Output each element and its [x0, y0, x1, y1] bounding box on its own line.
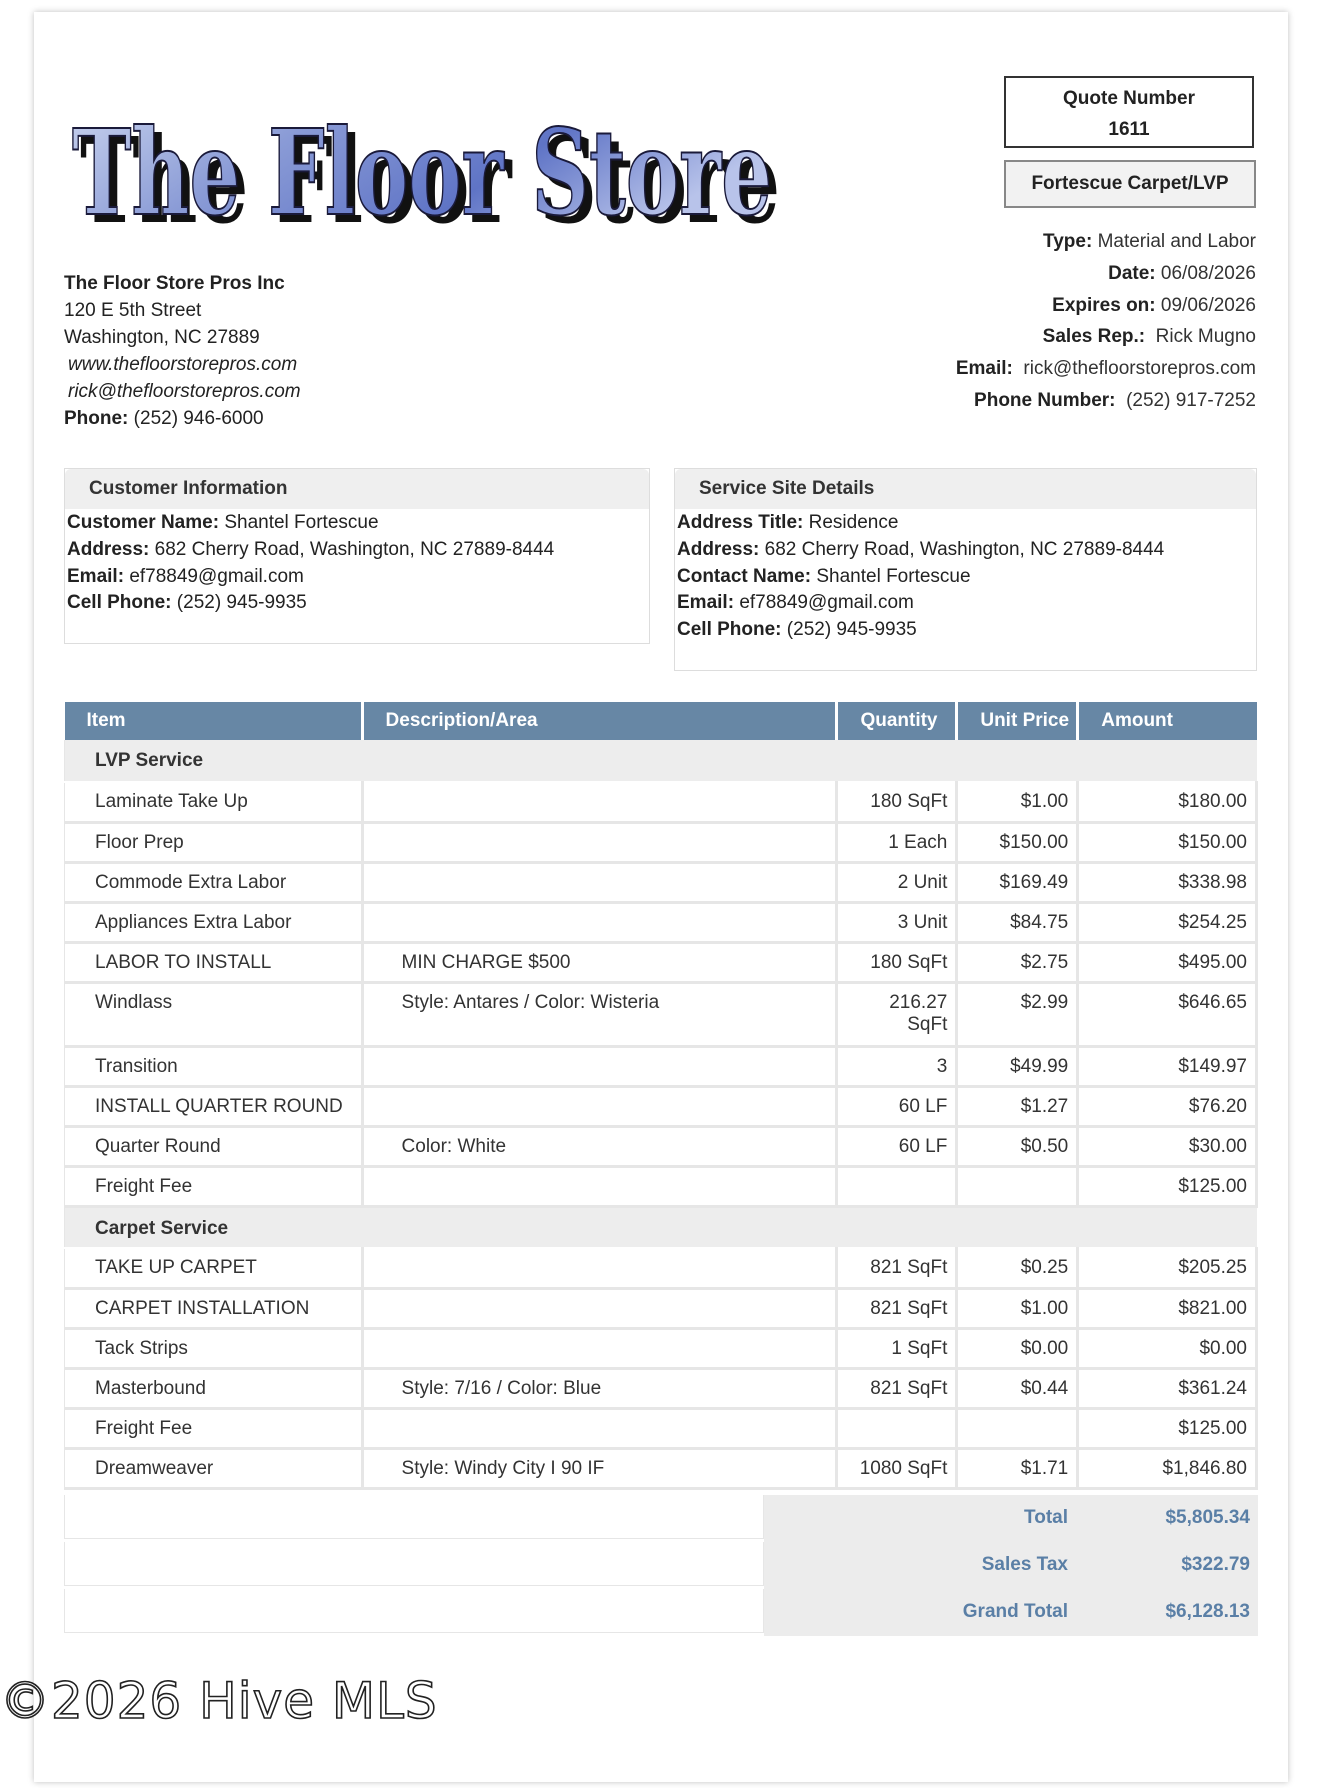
customer-name-line — [67, 510, 649, 537]
description-cell — [362, 1046, 837, 1086]
section-title: Carpet Service — [65, 1206, 1257, 1248]
service-site-panel — [674, 468, 1257, 671]
item-cell: Appliances Extra Labor — [65, 902, 363, 942]
grand-total-value: $6,128.13 — [1165, 1601, 1250, 1622]
item-cell: Quarter Round — [65, 1126, 363, 1166]
item-cell: TAKE UP CARPET — [65, 1248, 363, 1288]
unit-price-cell: $150.00 — [957, 822, 1078, 862]
line-items-table — [64, 702, 1258, 1490]
item-cell: Freight Fee — [65, 1166, 363, 1206]
quote-number-box — [1004, 76, 1254, 148]
field-label: Customer Name: — [67, 512, 220, 533]
amount-cell: $180.00 — [1078, 782, 1257, 822]
field-label: Email: — [677, 592, 735, 614]
amount-cell: $30.00 — [1078, 1126, 1257, 1166]
amount-cell: $338.98 — [1078, 862, 1257, 902]
svg-text:The Floor Store: The Floor Store — [80, 111, 780, 250]
meta-email — [956, 353, 1256, 385]
customer-info-panel — [64, 468, 650, 644]
table-header-row — [65, 702, 1257, 740]
totals-section — [64, 1495, 1258, 1636]
unit-price-cell: $2.75 — [957, 942, 1078, 982]
company-email: rick@thefloorstorepros.com — [68, 381, 301, 402]
section-row — [65, 1206, 1257, 1248]
amount-cell: $495.00 — [1078, 942, 1257, 982]
description-cell — [362, 902, 837, 942]
description-cell — [362, 1166, 837, 1206]
field-value: (252) 945-9935 — [786, 619, 917, 641]
table-row — [65, 1166, 1257, 1206]
sales-tax-value: $322.79 — [1181, 1554, 1250, 1575]
the-floor-store-logo — [62, 64, 802, 264]
field-value: Shantel Fortescue — [816, 565, 971, 587]
table-row — [65, 982, 1257, 1046]
table-row — [65, 902, 1257, 942]
meta-label: Phone Number: — [974, 389, 1116, 411]
meta-value: Material and Labor — [1097, 231, 1256, 252]
amount-cell: $1,846.80 — [1078, 1448, 1257, 1488]
item-cell: Masterbound — [65, 1368, 363, 1408]
description-cell — [362, 1248, 837, 1288]
table-row — [65, 862, 1257, 902]
description-cell — [362, 1288, 837, 1328]
column-header: Quantity — [837, 702, 957, 740]
customer-email-line — [67, 564, 649, 591]
table-row — [65, 1368, 1257, 1408]
unit-price-cell — [957, 1166, 1078, 1206]
amount-cell: $150.00 — [1078, 822, 1257, 862]
unit-price-cell: $1.00 — [957, 782, 1078, 822]
table-row — [65, 1046, 1257, 1086]
description-cell: Style: Windy City I 90 IF — [362, 1448, 837, 1488]
description-cell — [362, 862, 837, 902]
amount-cell: $361.24 — [1078, 1368, 1257, 1408]
meta-value: (252) 917-7252 — [1126, 389, 1256, 411]
svg-text:The Floor Store: The Floor Store — [72, 103, 772, 242]
field-value: ef78849@gmail.com — [739, 592, 914, 614]
site-address-line — [677, 537, 1256, 564]
field-label: Cell Phone: — [67, 592, 172, 614]
column-header: Unit Price — [957, 702, 1078, 740]
description-cell: Style: 7/16 / Color: Blue — [362, 1368, 837, 1408]
amount-cell: $125.00 — [1078, 1408, 1257, 1448]
quantity-cell — [837, 1166, 957, 1206]
quantity-cell: 1 Each — [837, 822, 957, 862]
item-cell: Windlass — [65, 982, 363, 1046]
table-row — [65, 1248, 1257, 1288]
field-value: Residence — [808, 512, 899, 533]
item-cell: Tack Strips — [65, 1328, 363, 1368]
quantity-cell: 60 LF — [837, 1126, 957, 1166]
quote-meta — [956, 226, 1256, 417]
description-cell — [362, 1086, 837, 1126]
table-row — [65, 1288, 1257, 1328]
description-cell — [362, 822, 837, 862]
site-phone-line — [677, 617, 1256, 644]
field-value: ef78849@gmail.com — [129, 565, 304, 587]
meta-value: rick@thefloorstorepros.com — [1023, 358, 1256, 380]
meta-label: Type: — [1043, 231, 1093, 252]
amount-cell: $821.00 — [1078, 1288, 1257, 1328]
quantity-cell: 2 Unit — [837, 862, 957, 902]
item-cell: LABOR TO INSTALL — [65, 942, 363, 982]
field-label: Email: — [67, 565, 125, 587]
description-cell: MIN CHARGE $500 — [362, 942, 837, 982]
item-cell: CARPET INSTALLATION — [65, 1288, 363, 1328]
unit-price-cell: $0.44 — [957, 1368, 1078, 1408]
company-city: Washington, NC 27889 — [64, 327, 260, 348]
meta-type — [956, 226, 1256, 258]
description-cell — [362, 1408, 837, 1448]
quantity-cell: 821 SqFt — [837, 1288, 957, 1328]
description-cell: Style: Antares / Color: Wisteria — [362, 982, 837, 1046]
meta-value: 06/08/2026 — [1160, 262, 1256, 284]
unit-price-cell: $84.75 — [957, 902, 1078, 942]
meta-phone — [956, 385, 1256, 417]
company-info — [64, 270, 301, 432]
field-label: Cell Phone: — [677, 619, 782, 641]
company-street: 120 E 5th Street — [64, 300, 202, 321]
sales-tax-row — [64, 1542, 1258, 1589]
amount-cell: $149.97 — [1078, 1046, 1257, 1086]
field-value: Shantel Fortescue — [224, 512, 379, 533]
meta-label: Email: — [955, 358, 1013, 380]
field-label: Address: — [67, 538, 150, 560]
meta-date — [956, 258, 1256, 290]
grand-total-row — [64, 1589, 1258, 1636]
field-label: Contact Name: — [677, 565, 812, 587]
unit-price-cell: $0.25 — [957, 1248, 1078, 1288]
quantity-cell: 821 SqFt — [837, 1368, 957, 1408]
table-row — [65, 942, 1257, 982]
table-row — [65, 1408, 1257, 1448]
amount-cell: $646.65 — [1078, 982, 1257, 1046]
quantity-cell: 60 LF — [837, 1086, 957, 1126]
table-row — [65, 1448, 1257, 1488]
table-row — [65, 822, 1257, 862]
quote-number-label: Quote Number — [1063, 88, 1195, 109]
meta-value: 09/06/2026 — [1160, 294, 1256, 316]
table-row — [65, 782, 1257, 822]
description-cell — [362, 782, 837, 822]
quantity-cell: 180 SqFt — [837, 942, 957, 982]
company-website: www.thefloorstorepros.com — [68, 354, 298, 375]
amount-cell: $76.20 — [1078, 1086, 1257, 1126]
field-label: Address Title: — [677, 512, 804, 533]
company-name: The Floor Store Pros Inc — [64, 273, 285, 294]
quantity-cell: 821 SqFt — [837, 1248, 957, 1288]
mls-watermark: ©2026 Hive MLS — [0, 1672, 438, 1730]
quantity-cell: 1 SqFt — [837, 1328, 957, 1368]
sales-tax-label: Sales Tax — [981, 1554, 1068, 1575]
unit-price-cell — [957, 1408, 1078, 1448]
field-value: 682 Cherry Road, Washington, NC 27889-8444 — [764, 538, 1165, 560]
unit-price-cell: $0.50 — [957, 1126, 1078, 1166]
service-site-header: Service Site Details — [675, 469, 1256, 509]
item-cell: Transition — [65, 1046, 363, 1086]
amount-cell: $125.00 — [1078, 1166, 1257, 1206]
meta-label: Sales Rep.: — [1042, 326, 1146, 348]
unit-price-cell: $49.99 — [957, 1046, 1078, 1086]
amount-cell: $205.25 — [1078, 1248, 1257, 1288]
quote-document — [34, 12, 1288, 1782]
amount-cell: $254.25 — [1078, 902, 1257, 942]
meta-label: Expires on: — [1052, 294, 1156, 316]
item-cell: Floor Prep — [65, 822, 363, 862]
meta-sales-rep — [956, 321, 1256, 353]
item-cell: Dreamweaver — [65, 1448, 363, 1488]
total-value: $5,805.34 — [1165, 1507, 1250, 1528]
customer-phone-line — [67, 590, 649, 617]
quote-number: 1611 — [1108, 119, 1150, 140]
company-phone: (252) 946-6000 — [133, 408, 264, 429]
item-cell: Freight Fee — [65, 1408, 363, 1448]
unit-price-cell: $1.00 — [957, 1288, 1078, 1328]
unit-price-cell: $0.00 — [957, 1328, 1078, 1368]
site-email-line — [677, 590, 1256, 617]
item-cell: Commode Extra Labor — [65, 862, 363, 902]
field-label: Address: — [677, 538, 760, 560]
quantity-cell — [837, 1408, 957, 1448]
total-label: Total — [1024, 1507, 1068, 1528]
description-cell — [362, 1328, 837, 1368]
field-value: 682 Cherry Road, Washington, NC 27889-8444 — [154, 538, 555, 560]
customer-info-header: Customer Information — [65, 469, 649, 509]
unit-price-cell: $1.71 — [957, 1448, 1078, 1488]
item-cell: Laminate Take Up — [65, 782, 363, 822]
meta-expires — [956, 290, 1256, 322]
column-header: Item — [65, 702, 363, 740]
company-phone-label: Phone: — [64, 408, 129, 429]
quantity-cell: 180 SqFt — [837, 782, 957, 822]
total-row — [64, 1495, 1258, 1542]
quantity-cell: 216.27 SqFt — [837, 982, 957, 1046]
table-row — [65, 1328, 1257, 1368]
amount-cell: $0.00 — [1078, 1328, 1257, 1368]
line-items-body — [65, 740, 1257, 1488]
unit-price-cell: $1.27 — [957, 1086, 1078, 1126]
quote-title: Fortescue Carpet/LVP — [1004, 160, 1256, 208]
unit-price-cell: $2.99 — [957, 982, 1078, 1046]
meta-label: Date: — [1108, 262, 1156, 284]
site-contact-line — [677, 564, 1256, 591]
table-row — [65, 1126, 1257, 1166]
site-title-line — [677, 510, 1256, 537]
quantity-cell: 1080 SqFt — [837, 1448, 957, 1488]
meta-value: Rick Mugno — [1155, 326, 1256, 348]
column-header: Description/Area — [362, 702, 837, 740]
column-header: Amount — [1078, 702, 1257, 740]
quantity-cell: 3 Unit — [837, 902, 957, 942]
description-cell: Color: White — [362, 1126, 837, 1166]
quantity-cell: 3 — [837, 1046, 957, 1086]
item-cell: INSTALL QUARTER ROUND — [65, 1086, 363, 1126]
company-phone-line — [64, 405, 301, 432]
section-title: LVP Service — [65, 740, 1257, 782]
grand-total-label: Grand Total — [962, 1601, 1068, 1622]
table-row — [65, 1086, 1257, 1126]
customer-address-line — [67, 537, 649, 564]
field-value: (252) 945-9935 — [176, 592, 307, 614]
section-row — [65, 740, 1257, 782]
unit-price-cell: $169.49 — [957, 862, 1078, 902]
